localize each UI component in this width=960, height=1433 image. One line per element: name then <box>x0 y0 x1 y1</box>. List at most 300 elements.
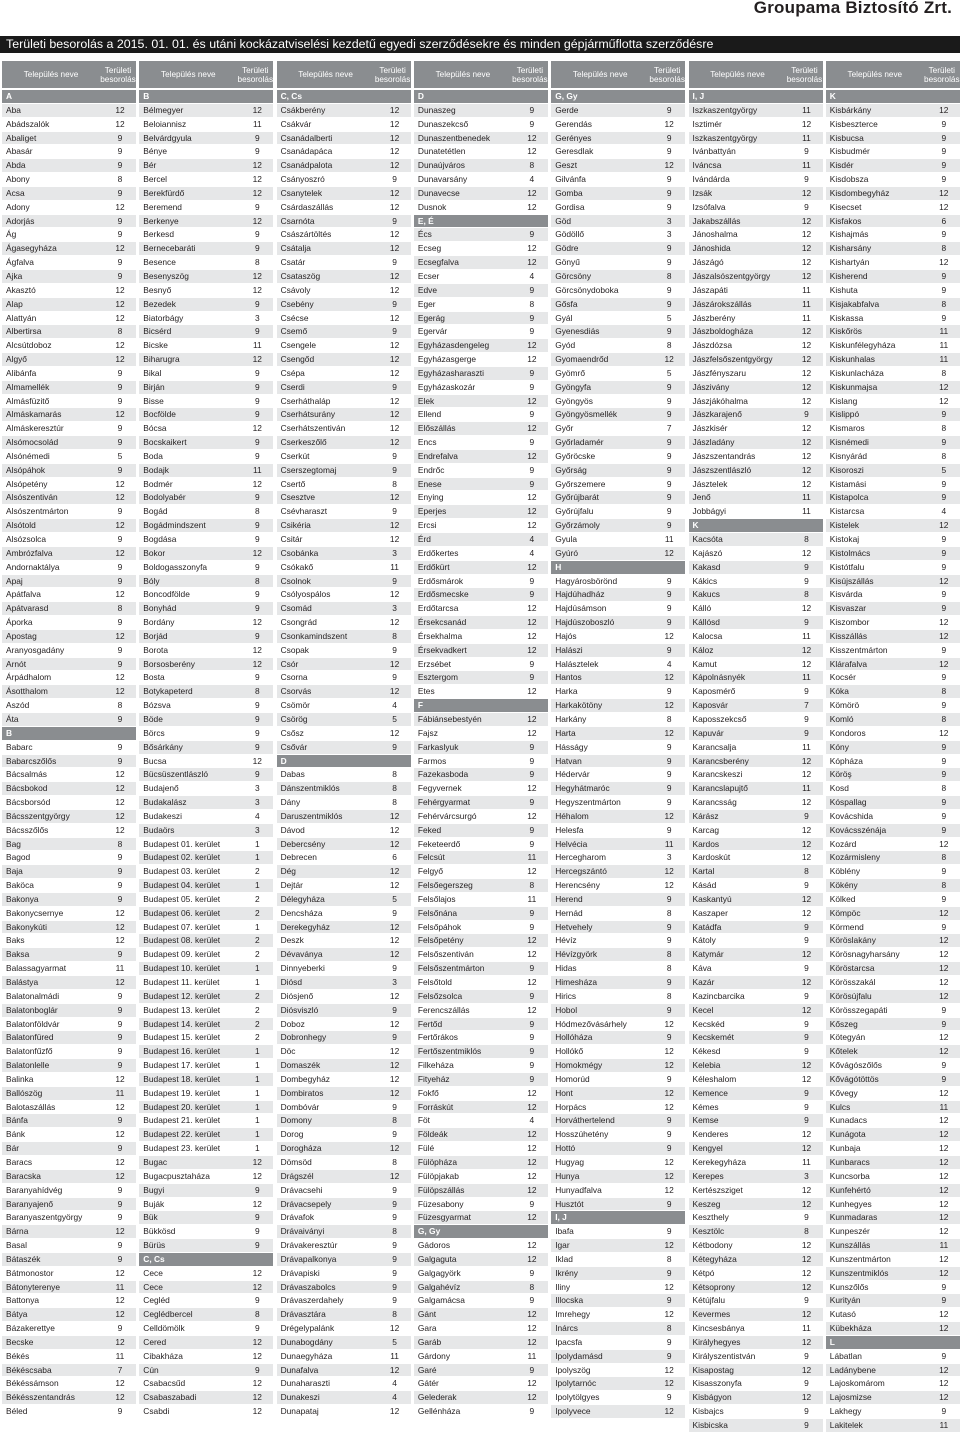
settlement-name: Kétújfalu <box>692 1295 726 1306</box>
region-value: 9 <box>117 1323 123 1334</box>
table-row <box>277 450 411 464</box>
settlement-name: Jobbágyi <box>692 506 727 517</box>
region-value: 12 <box>252 1267 262 1278</box>
table-row <box>2 1391 136 1405</box>
region-value: 12 <box>115 1295 125 1306</box>
settlement-name: Beloiannisz <box>143 118 187 129</box>
settlement-name: Hévízgyörk <box>555 949 598 960</box>
settlement-name: Balatonföldvár <box>6 1018 60 1029</box>
table-row <box>414 132 548 146</box>
region-value: 9 <box>117 990 123 1001</box>
table-row <box>551 118 685 132</box>
table-row <box>826 1294 960 1308</box>
region-value: 12 <box>801 755 812 766</box>
region-value: 11 <box>664 838 674 849</box>
settlement-name: Felgyő <box>417 866 444 877</box>
table-row <box>277 1253 411 1267</box>
settlement-name: Gárdony <box>417 1350 451 1361</box>
region-value: 1 <box>254 1115 260 1126</box>
settlement-name: Keszthely <box>692 1212 729 1223</box>
settlement-name: Kaposszekcső <box>692 713 747 724</box>
settlement-name: Köröslakány <box>829 935 876 946</box>
settlement-name: Herend <box>555 893 583 904</box>
table-row <box>277 381 411 395</box>
region-value: 12 <box>664 1184 674 1195</box>
table-row <box>689 270 823 284</box>
region-value: 9 <box>529 755 535 766</box>
settlement-name: Dunavarsány <box>417 174 468 185</box>
settlement-name: Iváncsa <box>692 160 722 171</box>
region-value: 12 <box>115 769 125 780</box>
region-value: 12 <box>527 506 537 517</box>
settlement-name: Kovácshida <box>829 810 874 821</box>
region-value: 4 <box>941 506 947 517</box>
region-value: 8 <box>666 963 672 974</box>
table-row <box>2 1267 136 1281</box>
region-value: 12 <box>389 990 400 1001</box>
settlement-name: Dorogháza <box>280 1143 322 1154</box>
table-row <box>277 962 411 976</box>
region-value: 12 <box>801 797 812 808</box>
settlement-name: Gerényes <box>555 132 592 143</box>
settlement-name: Abaliget <box>6 132 37 143</box>
table-row <box>2 1156 136 1170</box>
region-value: 12 <box>252 284 262 295</box>
region-value: 12 <box>664 1406 674 1417</box>
settlement-name: Babarc <box>6 741 33 752</box>
settlement-name: Kétpó <box>692 1267 715 1278</box>
table-row <box>139 602 273 616</box>
table-row <box>826 104 960 118</box>
table-row <box>689 159 823 173</box>
region-value: 12 <box>939 838 949 849</box>
table-row <box>689 699 823 713</box>
region-value: 12 <box>252 644 262 655</box>
region-value: 12 <box>115 1267 125 1278</box>
settlement-name: Kislippó <box>829 409 860 420</box>
region-value: 9 <box>254 1323 260 1334</box>
settlement-name: Berkenye <box>143 215 179 226</box>
table-row <box>414 713 548 727</box>
table-row <box>414 948 548 962</box>
settlement-name: Cserkút <box>280 450 310 461</box>
settlement-name: Kishartyán <box>829 257 870 268</box>
region-value: 12 <box>939 520 949 531</box>
settlement-name: Kisasszonyfa <box>692 1378 742 1389</box>
region-value: 11 <box>802 160 811 171</box>
table-row <box>551 1184 685 1198</box>
settlement-name: Kuncsorba <box>829 1170 870 1181</box>
table-row <box>414 851 548 865</box>
table-row <box>414 1350 548 1364</box>
region-value: 12 <box>527 644 537 655</box>
settlement-name: Ecser <box>417 270 440 281</box>
region-value: 8 <box>392 797 397 808</box>
table-row <box>826 270 960 284</box>
region-value: 12 <box>115 1226 125 1237</box>
settlement-name: Gyöngyös <box>555 395 593 406</box>
region-value: 12 <box>252 1350 262 1361</box>
table-row <box>551 422 685 436</box>
settlement-name: Baranyahídvég <box>6 1184 63 1195</box>
region-value: 9 <box>117 215 123 226</box>
settlement-name: Fülöpháza <box>417 1156 458 1167</box>
settlement-name: Budapest 08. kerület <box>143 935 221 946</box>
settlement-name: Baksa <box>6 949 30 960</box>
settlement-name: Drávacsehi <box>280 1184 323 1195</box>
settlement-name: Farmos <box>417 755 447 766</box>
settlement-name: Lajoskomárom <box>829 1378 885 1389</box>
table-row <box>139 741 273 755</box>
table-row <box>551 1156 685 1170</box>
table-row <box>277 907 411 921</box>
table-row <box>139 1045 273 1059</box>
region-value: 8 <box>941 298 947 309</box>
table-row <box>689 865 823 879</box>
settlement-name: Borjád <box>143 630 168 641</box>
region-value: 12 <box>801 1129 812 1140</box>
settlement-name: Kiskunmajsa <box>829 381 878 392</box>
table-row <box>826 256 960 270</box>
region-value: 12 <box>801 229 812 240</box>
table-row <box>689 588 823 602</box>
region-value: 12 <box>389 686 400 697</box>
settlement-name: Kópháza <box>829 755 863 766</box>
region-value: 12 <box>801 1198 812 1209</box>
table-row <box>277 1350 411 1364</box>
settlement-name: Füzesgyarmat <box>417 1212 471 1223</box>
region-value: 12 <box>115 478 125 489</box>
table-row <box>551 104 685 118</box>
settlement-name: Bagod <box>6 852 31 863</box>
table-row <box>826 1018 960 1032</box>
settlement-name: Hunya <box>555 1170 580 1181</box>
table-row <box>551 1336 685 1350</box>
settlement-name: Apostag <box>6 630 37 641</box>
table-row <box>414 395 548 409</box>
settlement-name: Budapest 17. kerület <box>143 1060 221 1071</box>
settlement-name: Balatonfűzfő <box>6 1046 53 1057</box>
table-row <box>689 242 823 256</box>
region-value: 12 <box>389 270 400 281</box>
table-row <box>551 325 685 339</box>
region-value: 9 <box>254 1240 260 1251</box>
table-row <box>2 1004 136 1018</box>
table-row <box>2 921 136 935</box>
table-row <box>689 464 823 478</box>
settlement-name: Kőtelek <box>829 1046 858 1057</box>
region-value: 12 <box>939 381 949 392</box>
settlement-name: Kisbeszterce <box>829 118 878 129</box>
table-row <box>414 464 548 478</box>
table-row <box>826 588 960 602</box>
region-value: 12 <box>664 1281 674 1292</box>
settlement-name: Bodmér <box>143 478 173 489</box>
section-letter: D <box>280 755 287 766</box>
region-value: 9 <box>941 1060 947 1071</box>
table-row <box>551 644 685 658</box>
table-row <box>2 1377 136 1391</box>
region-value: 12 <box>115 1309 125 1320</box>
region-value: 12 <box>801 1281 812 1292</box>
settlement-name: Fülöpjakab <box>417 1170 459 1181</box>
table-row <box>689 921 823 935</box>
settlement-name: Hosszúhetény <box>555 1129 609 1140</box>
table-row <box>139 865 273 879</box>
settlement-name: Aba <box>6 104 21 115</box>
table-row <box>277 1391 411 1405</box>
table-row <box>139 132 273 146</box>
settlement-name: Jakabszállás <box>692 215 741 226</box>
settlement-name: Csomád <box>280 603 312 614</box>
settlement-name: Gyúró <box>555 547 578 558</box>
settlement-name: Basal <box>6 1240 27 1251</box>
settlement-name: Kerekegyháza <box>692 1156 747 1167</box>
table-row <box>2 1059 136 1073</box>
table-row <box>551 395 685 409</box>
region-value: 12 <box>527 1184 537 1195</box>
table-row <box>826 741 960 755</box>
region-value: 9 <box>666 797 672 808</box>
table-row <box>826 1350 960 1364</box>
settlement-name: Andornaktálya <box>6 561 60 572</box>
settlement-name: Kisbicska <box>692 1420 728 1430</box>
settlement-name: Csányoszró <box>280 174 325 185</box>
region-value: 9 <box>254 326 260 337</box>
settlement-name: Csopak <box>280 644 309 655</box>
region-value: 9 <box>666 146 672 157</box>
table-row <box>551 796 685 810</box>
region-value: 8 <box>941 713 947 724</box>
table-row <box>689 256 823 270</box>
region-value: 12 <box>527 617 537 628</box>
table-row <box>689 658 823 672</box>
region-value: 12 <box>801 1253 812 1264</box>
table-row <box>826 1281 960 1295</box>
settlement-name: Bocfölde <box>143 409 176 420</box>
settlement-name: Ellend <box>417 409 442 420</box>
region-value: 9 <box>666 1032 672 1043</box>
table-row <box>689 173 823 187</box>
table-row <box>139 907 273 921</box>
table-row <box>277 616 411 630</box>
settlement-name: Egervár <box>417 326 448 337</box>
settlement-name: Balotaszállás <box>6 1101 56 1112</box>
settlement-name: Kosd <box>829 783 849 794</box>
region-value: 12 <box>801 326 812 337</box>
table-row <box>551 810 685 824</box>
table-row <box>277 367 411 381</box>
table-row <box>414 810 548 824</box>
table-row <box>2 408 136 422</box>
table-row <box>689 976 823 990</box>
settlement-name: Kunszentmárton <box>829 1253 891 1264</box>
region-value: 12 <box>527 450 537 461</box>
region-value: 9 <box>666 893 672 904</box>
settlement-name: Kajászó <box>692 547 723 558</box>
table-row <box>2 838 136 852</box>
settlement-name: Bercel <box>143 174 168 185</box>
table-row <box>414 1045 548 1059</box>
table-row <box>277 1308 411 1322</box>
region-value: 9 <box>804 1295 809 1306</box>
settlement-name: Bázakerettye <box>6 1323 55 1334</box>
settlement-name: Csanádalberti <box>280 132 333 143</box>
company-title: Groupama Biztosító Zrt. <box>753 0 952 17</box>
settlement-name: Békéssámson <box>6 1378 59 1389</box>
region-value: 12 <box>801 215 812 226</box>
table-row <box>414 491 548 505</box>
settlement-name: Kunágota <box>829 1129 866 1140</box>
table-row <box>139 810 273 824</box>
region-value: 9 <box>941 1073 947 1084</box>
settlement-name: Bácsszentgyörgy <box>6 810 70 821</box>
region-value: 12 <box>252 478 262 489</box>
region-value: 2 <box>254 893 260 904</box>
region-value: 12 <box>801 257 812 268</box>
section-letter: I, J <box>555 1212 567 1223</box>
table-row <box>277 270 411 284</box>
region-value: 9 <box>529 437 535 448</box>
table-row <box>414 1281 548 1295</box>
region-value: 12 <box>115 797 125 808</box>
settlement-name: Gyöngyösmellék <box>555 409 618 420</box>
region-value: 9 <box>392 1267 397 1278</box>
settlement-name: Körösszegapáti <box>829 1004 888 1015</box>
settlement-name: Budapest 13. kerület <box>143 1004 221 1015</box>
table-row <box>139 256 273 270</box>
region-value: 8 <box>941 243 947 254</box>
table-row <box>414 768 548 782</box>
settlement-name: Kisbágyon <box>692 1392 732 1403</box>
table-row <box>277 1364 411 1378</box>
column-header <box>139 61 273 88</box>
table-row <box>689 755 823 769</box>
settlement-name: Dunaharaszti <box>280 1378 330 1389</box>
table-row <box>551 907 685 921</box>
settlement-name: Horpács <box>555 1101 587 1112</box>
region-value: 12 <box>389 409 400 420</box>
table-row <box>277 298 411 312</box>
settlement-name: Baracs <box>6 1156 33 1167</box>
table-row <box>414 1364 548 1378</box>
table-row <box>551 256 685 270</box>
region-value <box>379 755 411 768</box>
region-value: 12 <box>939 104 949 115</box>
table-row <box>277 547 411 561</box>
settlement-name: Bózsva <box>143 700 171 711</box>
settlement-name: Geszt <box>555 160 578 171</box>
settlement-name: Dunavecse <box>417 187 460 198</box>
region-value: 12 <box>389 201 400 212</box>
settlement-name: Hollóháza <box>555 1032 593 1043</box>
region-value: 9 <box>941 644 947 655</box>
settlement-name: Csobánka <box>280 547 319 558</box>
region-value: 9 <box>804 686 809 697</box>
settlement-name: Aranyosgadány <box>6 644 65 655</box>
table-row <box>414 436 548 450</box>
table-row <box>2 201 136 215</box>
settlement-name: Abony <box>6 174 30 185</box>
region-value: 12 <box>939 395 949 406</box>
table-row <box>551 491 685 505</box>
table-row <box>2 325 136 339</box>
region-value: 12 <box>939 1087 949 1098</box>
settlement-name: Kemse <box>692 1115 719 1126</box>
region-value: 9 <box>804 575 809 586</box>
region-value: 9 <box>117 187 123 198</box>
region-value: 9 <box>117 617 123 628</box>
settlement-name: Budakeszi <box>143 810 182 821</box>
settlement-name: Kővágótöttös <box>829 1073 879 1084</box>
region-value: 8 <box>941 423 947 434</box>
table-row <box>689 561 823 575</box>
settlement-name: Hajdúszoboszló <box>555 617 615 628</box>
table-row <box>826 644 960 658</box>
region-value: 7 <box>117 1364 123 1375</box>
table-row <box>826 1308 960 1322</box>
region-value: 9 <box>117 852 123 863</box>
settlement-name: Hegyhátmaróc <box>555 783 610 794</box>
settlement-name: Csorvás <box>280 686 312 697</box>
region-value: 12 <box>527 1378 537 1389</box>
region-value: 9 <box>941 547 947 558</box>
table-row <box>689 1156 823 1170</box>
region-value: 9 <box>804 1101 809 1112</box>
settlement-name: Csataszög <box>280 270 321 281</box>
region-value: 9 <box>941 1004 947 1015</box>
table-row <box>277 1225 411 1239</box>
settlement-name: Elek <box>417 395 435 406</box>
region-value: 12 <box>527 340 537 351</box>
table-row <box>551 713 685 727</box>
region-value: 9 <box>666 450 672 461</box>
settlement-name: Alsózsolca <box>6 534 47 544</box>
settlement-name: Celldömölk <box>143 1323 185 1334</box>
settlement-name: Alsópáhok <box>6 464 46 475</box>
table-row <box>2 713 136 727</box>
settlement-name: Kozármisleny <box>829 852 881 863</box>
table-row <box>689 1350 823 1364</box>
table-row <box>414 616 548 630</box>
settlement-name: Endrőc <box>417 464 445 475</box>
settlement-name: Bakonya <box>6 893 39 904</box>
region-value: 9 <box>941 921 947 932</box>
region-value: 12 <box>115 1129 125 1140</box>
region-value: 9 <box>666 1198 672 1209</box>
settlement-name: Jászkarajenő <box>692 409 742 420</box>
section-letter: L <box>829 1336 835 1347</box>
region-value: 12 <box>389 1170 400 1181</box>
region-value: 11 <box>802 630 811 641</box>
settlement-name: Hantos <box>555 672 582 683</box>
region-value: 12 <box>389 118 400 129</box>
table-row <box>689 228 823 242</box>
settlement-name: Cece <box>143 1267 163 1278</box>
table-row <box>551 1322 685 1336</box>
settlement-name: Kardos <box>692 838 720 849</box>
table-row <box>551 381 685 395</box>
region-value: 12 <box>252 658 262 669</box>
settlement-name: Köröstarcsa <box>829 963 875 974</box>
table-row <box>139 1142 273 1156</box>
table-row <box>826 1253 960 1267</box>
settlement-name: Bár <box>6 1143 20 1154</box>
settlement-name: Érd <box>417 534 431 544</box>
region-value: 9 <box>529 464 535 475</box>
table-row <box>689 1281 823 1295</box>
settlement-name: Ipolytölgyes <box>555 1392 600 1403</box>
